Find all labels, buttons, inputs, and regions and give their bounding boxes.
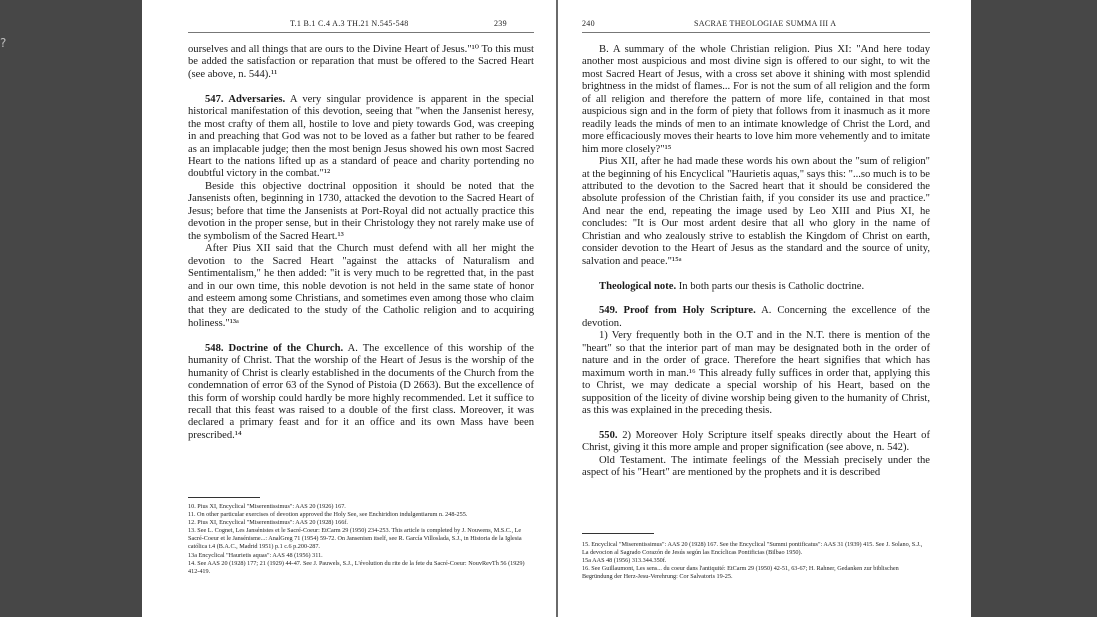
viewer-right-margin xyxy=(971,0,1097,617)
footnote: 15a AAS 48 (1956) 313.344.350f. xyxy=(582,557,667,565)
footnote-rule xyxy=(582,533,654,534)
section-heading: Theological note. xyxy=(599,280,677,292)
paragraph: After Pius XII said that the Church must defend with all her might the devotion to the Sacred Heart "against the attacks of Naturalism and Sentimentalism," he then added: "it is very much to be regretted that, in the past and in our own time, this noble devotion is not held in the same state of honor and esteem among some Christians, and sometimes even among those who claim that they are dedicated to the study of the Catholic religion and to acquiring holiness."¹³ᵃ xyxy=(188,243,534,329)
left-page-body xyxy=(188,44,534,442)
footnote-rule xyxy=(188,497,260,498)
section-heading: 550. xyxy=(599,429,618,441)
footnote: 15. Encyclical "Miserentissimus": AAS 20 (1928) 167. See the Encyclical "Summi pontificatus": AAS 31 (1939) 415. See J. Solano, S.J., La devocion al Sagrado Corazón de Jesús según las Encíclicas Pontificias (Bilbao 1950). xyxy=(582,541,923,557)
footnote: 13a Encyclical "Haurietis aquas": AAS 48 (1956) 311. xyxy=(188,551,323,559)
right-page-body xyxy=(582,44,930,480)
footnote: 12. Pius XI, Encyclical "Miserentissimus": AAS 20 (1928) 166f. xyxy=(188,519,348,527)
page-number-right: 240 xyxy=(582,19,595,28)
paragraph: 549. Proof from Holy Scripture. A. Concerning the excellence of the devotion. xyxy=(582,305,930,329)
footnote: 10. Pius XI, Encyclical "Miserentissimus": AAS 20 (1926) 167. xyxy=(188,503,346,510)
paragraph: 1) Very frequently both in the O.T and in the N.T. there is mention of the "heart" so that the interior part of man may be designated both in the order of nature and in the order of grace. Therefore the heart signifies that which has maximum worth in man.¹⁶ This already fully suffices in order that, applying this to Christ, we may dedicate a special worship of his Heart, based on the supposition of the liceity of divine worship being given to the humanity of Christ, as this was explained in the preceding thesis. xyxy=(582,330,930,417)
paragraph: 548. Doctrine of the Church. A. The excellence of this worship of the humanity of Christ. That the worship of the Heart of Jesus is the worship of the humanity of Christ is clearly established in the documents of the Church from the condemnation of error 63 of the Synod of Pistoia (D 2663). But the excellence of this form of worship could hardly be more highly recommended. Let it suffice to recall that this feast was raised to a double of the first class. Moreover, it was declared a primary feast and for it an office and its own Mass have been prescribed.¹⁴ xyxy=(188,342,534,441)
running-head-right: SACRAE THEOLOGIAE SUMMA III A xyxy=(694,19,837,28)
page-number-left: 239 xyxy=(494,19,507,28)
footnote: 11. On other particular exercises of devotion approved the Holy See, see Enchiridion indulgentiarum n. 248-255. xyxy=(188,511,468,519)
paragraph: B. A summary of the whole Christian religion. Pius XI: "And here today another most auspicious and most divine sign is offered to our sight, to wit the most Sacred Heart of Jesus, with a cross set above it shining with most splendid brightness in the midst of flames... For is not the sum of all religion and the form of all religion and therefore the pattern of more life, contained in that most auspicious sign and in the form of piety that follows from it inasmuch as it more readily leads the minds of men to an intimate knowledge of Christ the Lord, and more efficaciously moves their hearts to love him more vehemently and to imitate him more closely?"¹⁵ xyxy=(582,44,930,155)
page-240 xyxy=(558,0,971,617)
paragraph: Theological note. In both parts our thesis is Catholic doctrine. xyxy=(599,280,865,292)
footnote: 13. See L. Cognet, Les Jansénistes et le Sacré-Coeur: EtCarm 29 (1950) 234-253. This article is completed by J. Nouwens, M.S.C., Le Sacré-Coeur et le Jansénisme...: AnalGreg 71 (1954) 59-72. On Jansenism itself, see R. García Villoslada, S.J., in Historia de la Iglesia católica t.4 (B.A.C., Madrid 1951) p.1 c.6 p.200-287. xyxy=(188,527,522,551)
section-heading: 547. Adversaries. xyxy=(205,93,286,105)
section-heading: 548. Doctrine of the Church. xyxy=(205,342,344,354)
running-head-rule xyxy=(188,32,534,33)
running-head-rule xyxy=(582,32,930,33)
footnotes-right xyxy=(582,541,930,581)
page-239 xyxy=(142,0,556,617)
footnotes-left xyxy=(188,503,534,576)
section-heading: 549. Proof from Holy Scripture. xyxy=(599,305,756,317)
paragraph: 547. Adversaries. A very singular providence is apparent in the special historical manifestation of this devotion, seeing that "when the Jansenist heresy, the most crafty of them all, hostile to love and piety towards God, was creeping in and preaching that God was not to be loved as a father but rather to be feared as an implacable judge; then the most benign Jesus showed his own most Sacred Heart to the nations lifted up as a standard of peace and charity portending no doubtful victory in the combat."¹² xyxy=(188,93,534,180)
footnote: 14. See AAS 20 (1928) 177; 21 (1929) 44-47. See J. Pauwels, S.J., L'évolution du rite de la fete du Sacré-Coeur: NouvRevTh 56 (1929) 412-419. xyxy=(188,559,525,575)
paragraph: Beside this objective doctrinal opposition it should be noted that the Jansenists often, beginning in 1730, attacked the devotion to the Sacred Heart of Jesus; before that time the Jansenists at Port-Royal did not actually practice this devotion in the proper sense, but in their Christology they not rarely make use of the symbolism of the Sacred Heart.¹³ xyxy=(188,180,534,242)
paragraph: Old Testament. The intimate feelings of the Messiah precisely under the aspect of his "Heart" are mentioned by the prophets and it is described xyxy=(582,454,930,479)
paragraph: 550. 2) Moreover Holy Scripture itself speaks directly about the Heart of Christ, giving it this more ample and proper signification (see above, n. 542). xyxy=(582,429,930,454)
running-head-left: T.1 B.1 C.4 A.3 TH.21 N.545-548 xyxy=(290,19,409,28)
paragraph: Pius XII, after he had made these words his own about the "sum of religion" at the beginning of his Encyclical "Haurietis aquas," says this: "...so much is to be attributed to the devotion to the Sacred heart that it should be considered the absolute profession of the Christian faith, if you consider its use and practice." And near the end, repeating the image used by Leo XIII and Pius XI, he concludes: "It is Our most ardent desire that all who glory in the name of Christian and who zealously strive to establish the Kingdom of Christ on earth, consider devotion to the Heart of Jesus as the standard and the source of unity, salvation and peace."¹⁵ᵃ xyxy=(582,156,930,267)
paragraph: ourselves and all things that are ours to the Divine Heart of Jesus."¹⁰ To this must be added the satisfaction or reparation that must be offered to the Sacred Heart (see above, n. 544).¹¹ xyxy=(188,44,534,80)
viewer-left-margin xyxy=(0,0,142,617)
footnote: 16. See Guillaumont, Les sens... du coeur dans l'antiquité: EtCarm 29 (1950) 42-51, 63-67; H. Rahner, Gedanken zur biblischen Begründung der Herz-Jesu-Verehrung: Cor Salvatoris 19-25. xyxy=(582,565,899,581)
viewer-tool-icon[interactable]: ? xyxy=(0,36,7,50)
